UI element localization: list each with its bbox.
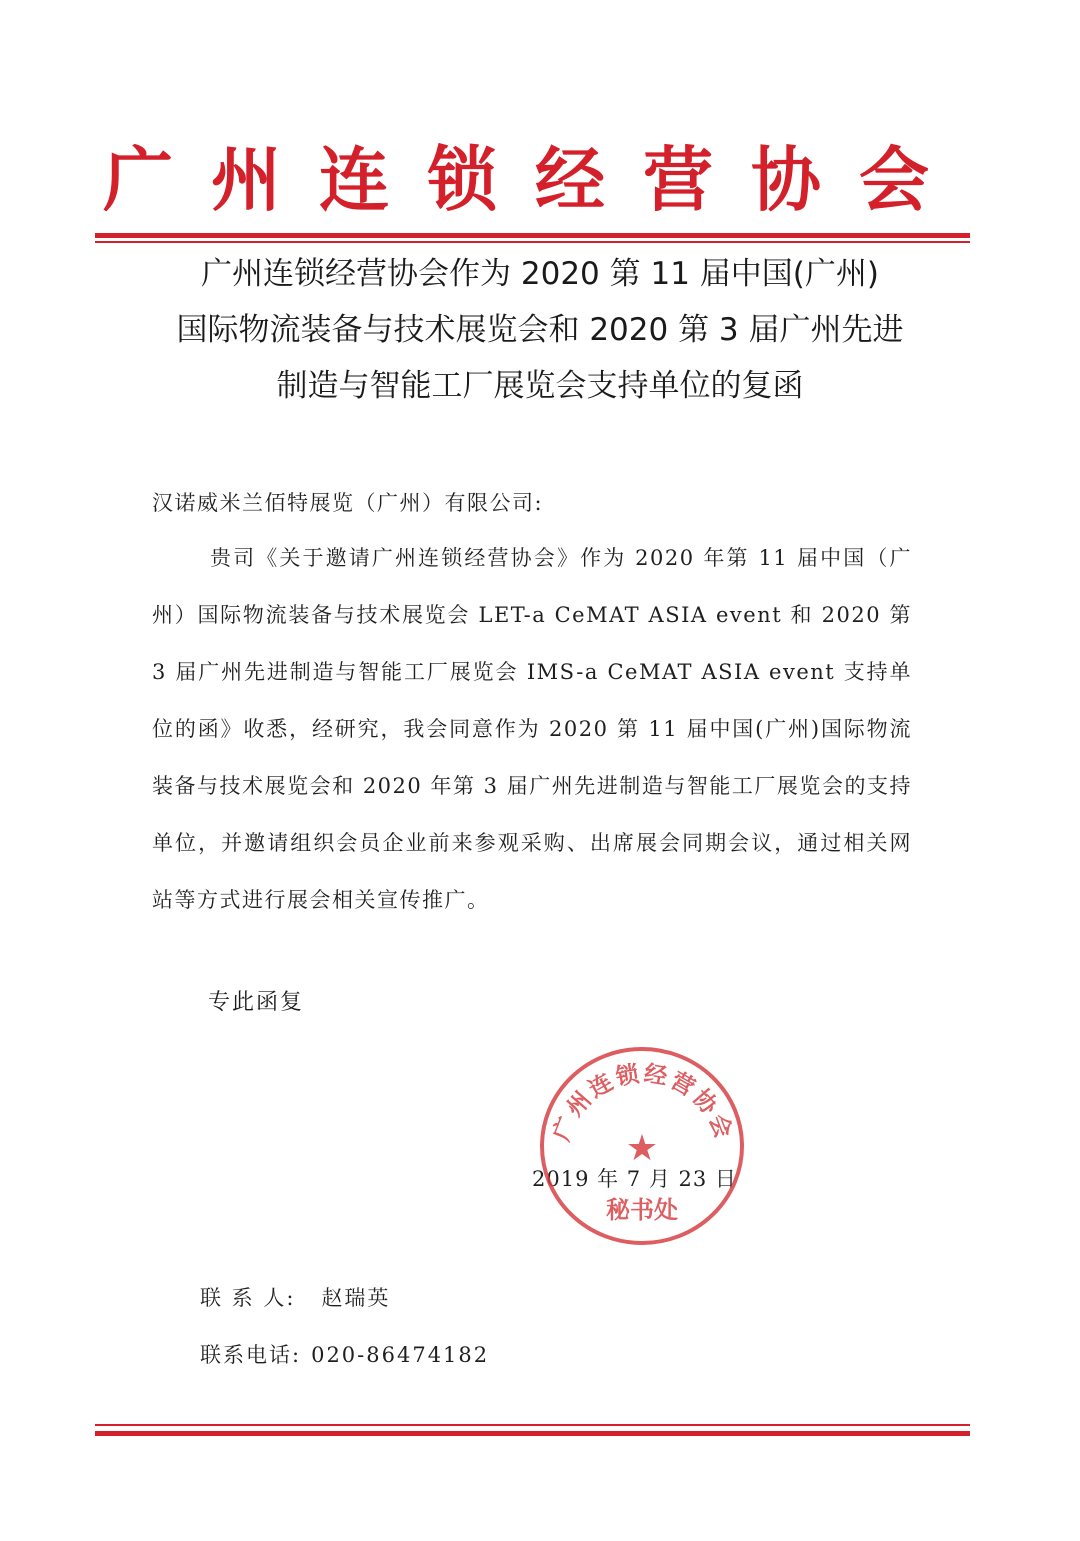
contact-phone-value: 020-86474182	[311, 1343, 490, 1367]
footer-rule-thin	[95, 1424, 970, 1426]
contact-phone-row	[200, 1339, 489, 1369]
title-line-1: 广州连锁经营协会作为 2020 第 11 届中国(广州)	[201, 256, 879, 292]
contact-person-name: 赵瑞英	[321, 1286, 391, 1310]
official-seal	[530, 1040, 755, 1250]
contact-person-label: 联 系 人:	[200, 1286, 296, 1310]
footer-rule-thick	[95, 1431, 970, 1436]
letter-date: 2019 年 7 月 23 日	[532, 1167, 737, 1191]
seal-star-icon: ★	[625, 1128, 659, 1169]
contact-person-row	[200, 1282, 390, 1312]
letterhead-rule-thick	[95, 233, 970, 238]
seal-text: 广州连锁经营协会	[547, 1059, 739, 1145]
title-line-3: 制造与智能工厂展览会支持单位的复函	[276, 368, 804, 404]
body-paragraph: 贵司《关于邀请广州连锁经营协会》作为 2020 年第 11 届中国（广州）国际物流装备与技术展览会 LET-a CeMAT ASIA event 和 2020 第 3 届广州先进制造与智能工厂展览会 IMS-a CeMAT ASIA event 支持单位的函》收悉，经研究，我会同意作为 2020 第 11 届中国(广州)国际物流装备与技术展览会和 2020 年第 3 届广州先进制造与智能工厂展览会的支持单位，并邀请组织会员企业前来参观采购、出席展会同期会议，通过相关网站等方式进行展会相关宣传推广。	[152, 546, 912, 912]
seal-sub-text: 秘书处	[606, 1195, 678, 1224]
title-line-2: 国际物流装备与技术展览会和 2020 第 3 届广州先进	[176, 312, 904, 348]
letterhead-org-name: 广州连锁经营协会	[103, 138, 967, 221]
letterhead-rule-thin	[95, 241, 970, 243]
salutation: 汉诺威米兰佰特展览（广州）有限公司:	[152, 491, 544, 515]
closing-phrase: 专此函复	[208, 990, 305, 1015]
contact-phone-label: 联系电话:	[200, 1343, 302, 1367]
